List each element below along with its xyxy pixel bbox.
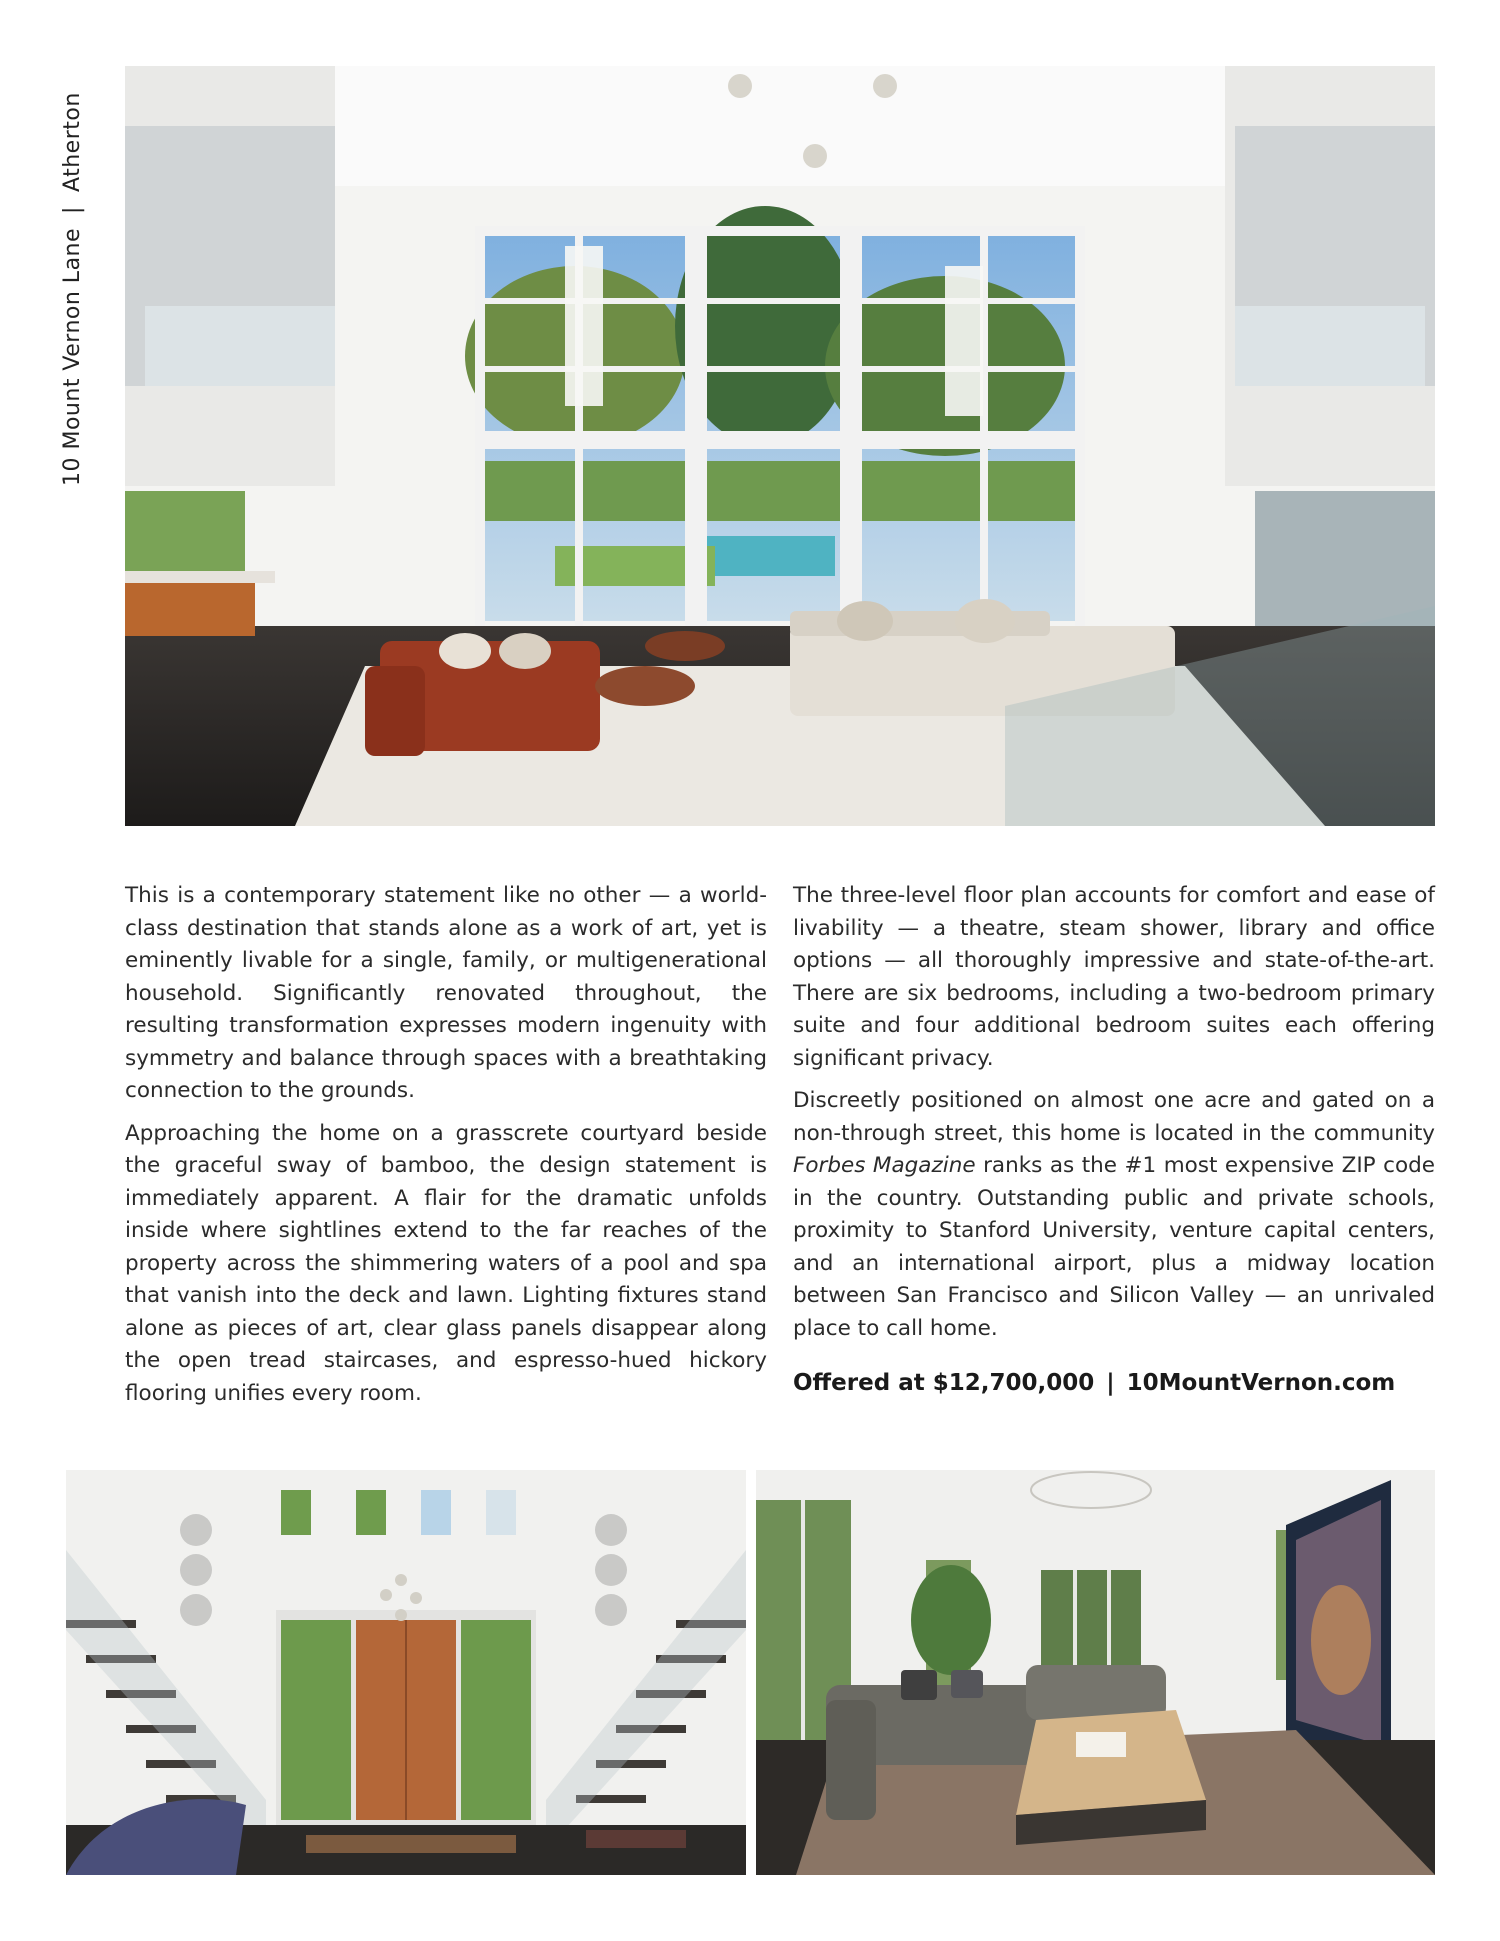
address-text: 10 Mount Vernon Lane (60, 227, 85, 486)
paragraph-approach: Approaching the home on a grasscrete courtyard beside the graceful sway of bamboo, the design statement is immediately apparent. A flair for the dramatic unfolds inside where sightlines extend to the far reaches of the property across the shimmering waters of a pool and spa that vanish into the deck and lawn. Lighting fixtures stand alone as pieces of art, clear glass panels disappear along the open tread staircases, and espresso-hued hickory flooring unifies every room. (125, 1120, 767, 1406)
offer-separator: | (1106, 1370, 1115, 1396)
paragraph-floor-plan: The three-level floor plan accounts for comfort and ease of livability — a theatre, steam shower, library and office options — all thoroughly impressive and state-of-the-art. There are six bedrooms, including a two-bedroom primary suite and four additional bedroom suites each offering significant privacy. (793, 883, 1435, 1071)
media-room-illustration (756, 1470, 1435, 1875)
paragraph-intro: This is a contemporary statement like no other — a world-class destination that stands alone as a work of art, yet is eminently livable for a single, family, or multigenerational household. Significantly renovated throughout, the resulting transformation expresses modern ingenuity with symmetry and balance through spaces with a breathtaking connection to the grounds. (125, 883, 767, 1103)
paragraph-location (793, 1085, 1435, 1345)
vertical-address-label (60, 92, 85, 486)
great-room-photo (125, 66, 1435, 826)
great-room-illustration (125, 66, 1435, 826)
foyer-illustration (66, 1470, 746, 1875)
body-column-left (125, 880, 767, 1420)
media-room-photo (756, 1470, 1435, 1875)
offer-website-link[interactable]: 10MountVernon.com (1126, 1370, 1396, 1396)
address-separator: | (60, 206, 85, 214)
offer-line (793, 1367, 1435, 1400)
location-text-start: Discreetly positioned on almost one acre and gated on a non-through street, this home is located in the community (793, 1088, 1435, 1146)
foyer-staircase-photo (66, 1470, 746, 1875)
offer-price: Offered at $12,700,000 (793, 1370, 1095, 1396)
city-text: Atherton (60, 92, 85, 193)
forbes-magazine-title: Forbes Magazine (793, 1153, 976, 1178)
location-text-end: ranks as the #1 most expensive ZIP code in the country. Outstanding public and private schools, proximity to Stanford University, venture capital centers, and an international airport, plus a midway location between San Francisco and Silicon Valley — an unrivaled place to call home. (793, 1153, 1435, 1341)
body-column-right (793, 880, 1435, 1400)
